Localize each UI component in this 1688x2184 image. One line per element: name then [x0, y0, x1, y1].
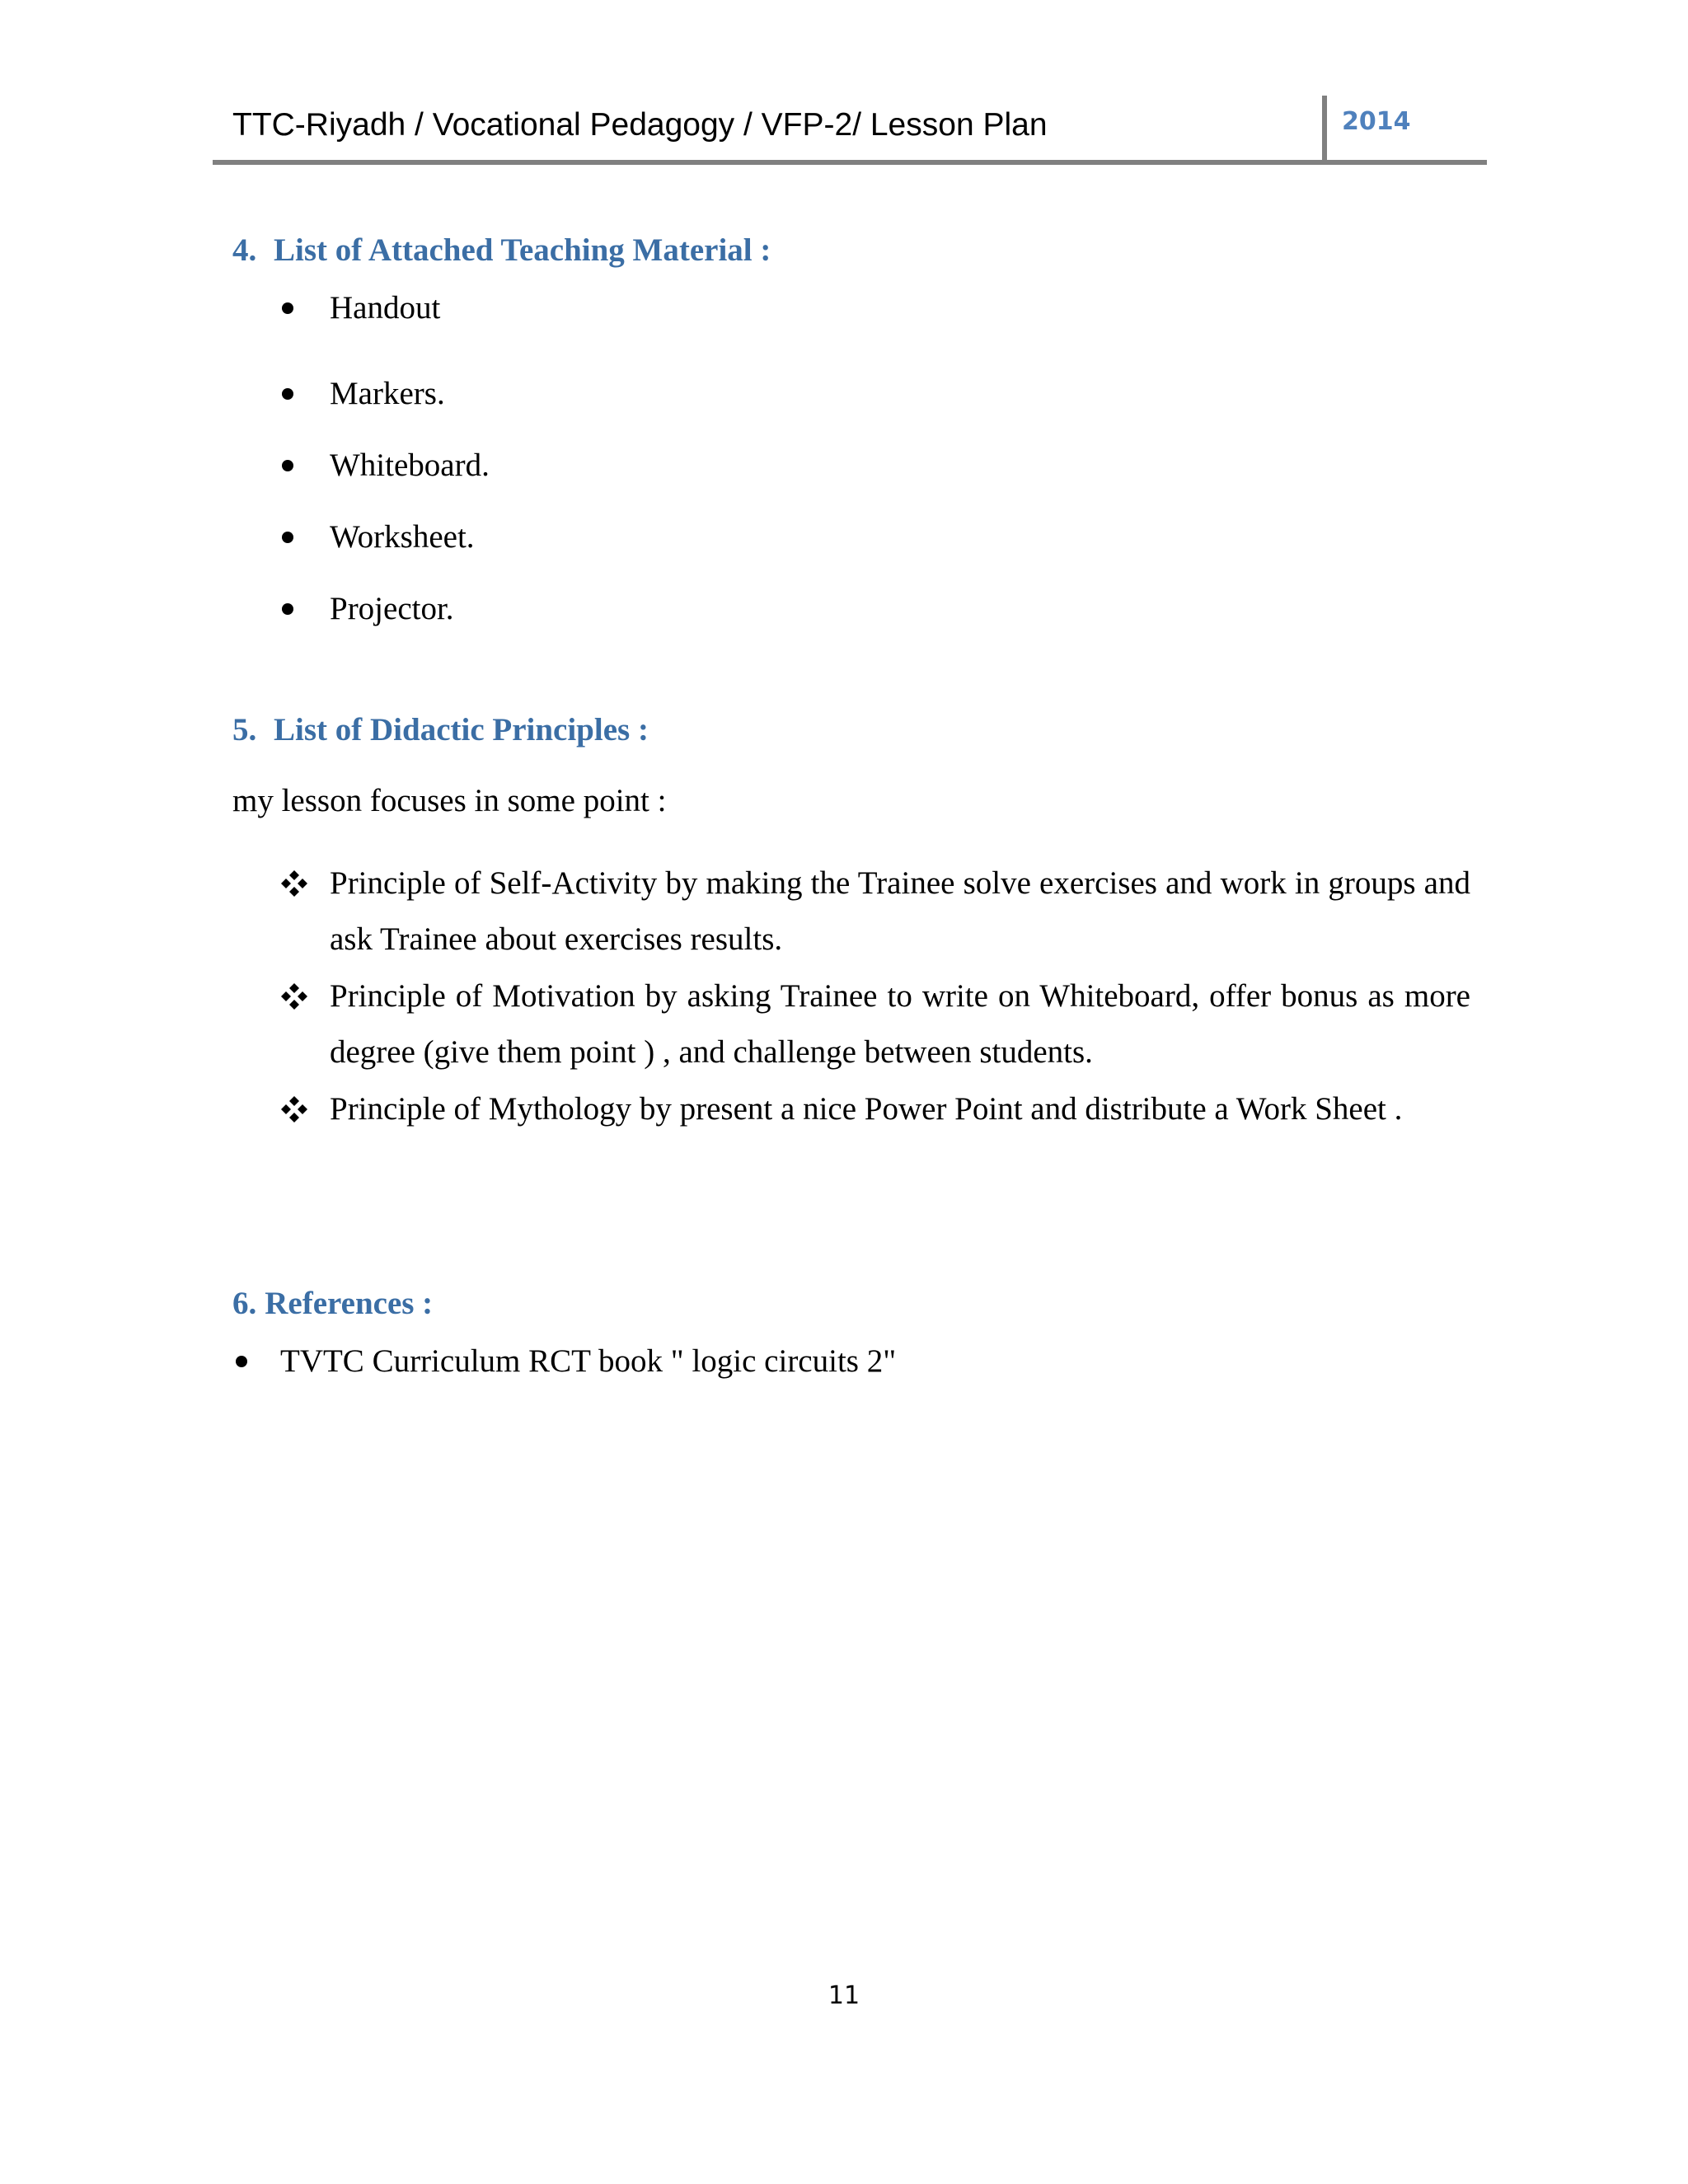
material-item-worksheet: Worksheet.	[330, 519, 475, 555]
four-diamond-bullet-icon	[280, 869, 308, 898]
material-item-handout: Handout	[330, 290, 441, 326]
material-item-whiteboard: Whiteboard.	[330, 448, 490, 483]
section-6-number: 6.	[232, 1286, 257, 1321]
section-4-heading	[232, 231, 771, 270]
page-number: 11	[828, 1981, 860, 2010]
bullet-icon	[282, 460, 293, 471]
bullet-icon	[282, 532, 293, 543]
principle-self-activity: Principle of Self-Activity by making the Trainee solve exercises and work in groups and ask Trainee about exercises results.	[330, 865, 1470, 957]
principle-motivation: Principle of Motivation by asking Trainee to write on Whiteboard, offer bonus as more degree (give them point ) , and challenge between students.	[330, 978, 1470, 1070]
header-title: TTC-Riyadh / Vocational Pedagogy / VFP-2/ Lesson Plan	[232, 107, 1048, 143]
header-divider	[1322, 96, 1327, 160]
section-4-title: List of Attached Teaching Material :	[274, 232, 771, 268]
section-5-heading	[232, 710, 649, 750]
section-5-title: List of Didactic Principles :	[274, 712, 649, 748]
bullet-icon	[282, 302, 293, 314]
header-year: 2014	[1342, 107, 1411, 136]
section-6-heading	[232, 1284, 433, 1324]
bullet-icon	[282, 603, 293, 615]
section-4-number: 4.	[232, 232, 257, 268]
material-item-markers: Markers.	[330, 376, 445, 411]
section-5-number: 5.	[232, 712, 257, 748]
principle-mythology: Principle of Mythology by present a nice Power Point and distribute a Work Sheet .	[330, 1091, 1403, 1127]
bullet-icon	[236, 1356, 247, 1367]
four-diamond-bullet-icon	[280, 982, 308, 1010]
bullet-icon	[282, 388, 293, 400]
page-header	[213, 96, 1487, 165]
principles-intro: my lesson focuses in some point :	[232, 783, 667, 818]
four-diamond-bullet-icon	[280, 1095, 308, 1123]
reference-item: TVTC Curriculum RCT book " logic circuits 2"	[280, 1343, 897, 1379]
section-6-title: References :	[265, 1286, 434, 1321]
material-item-projector: Projector.	[330, 591, 454, 626]
